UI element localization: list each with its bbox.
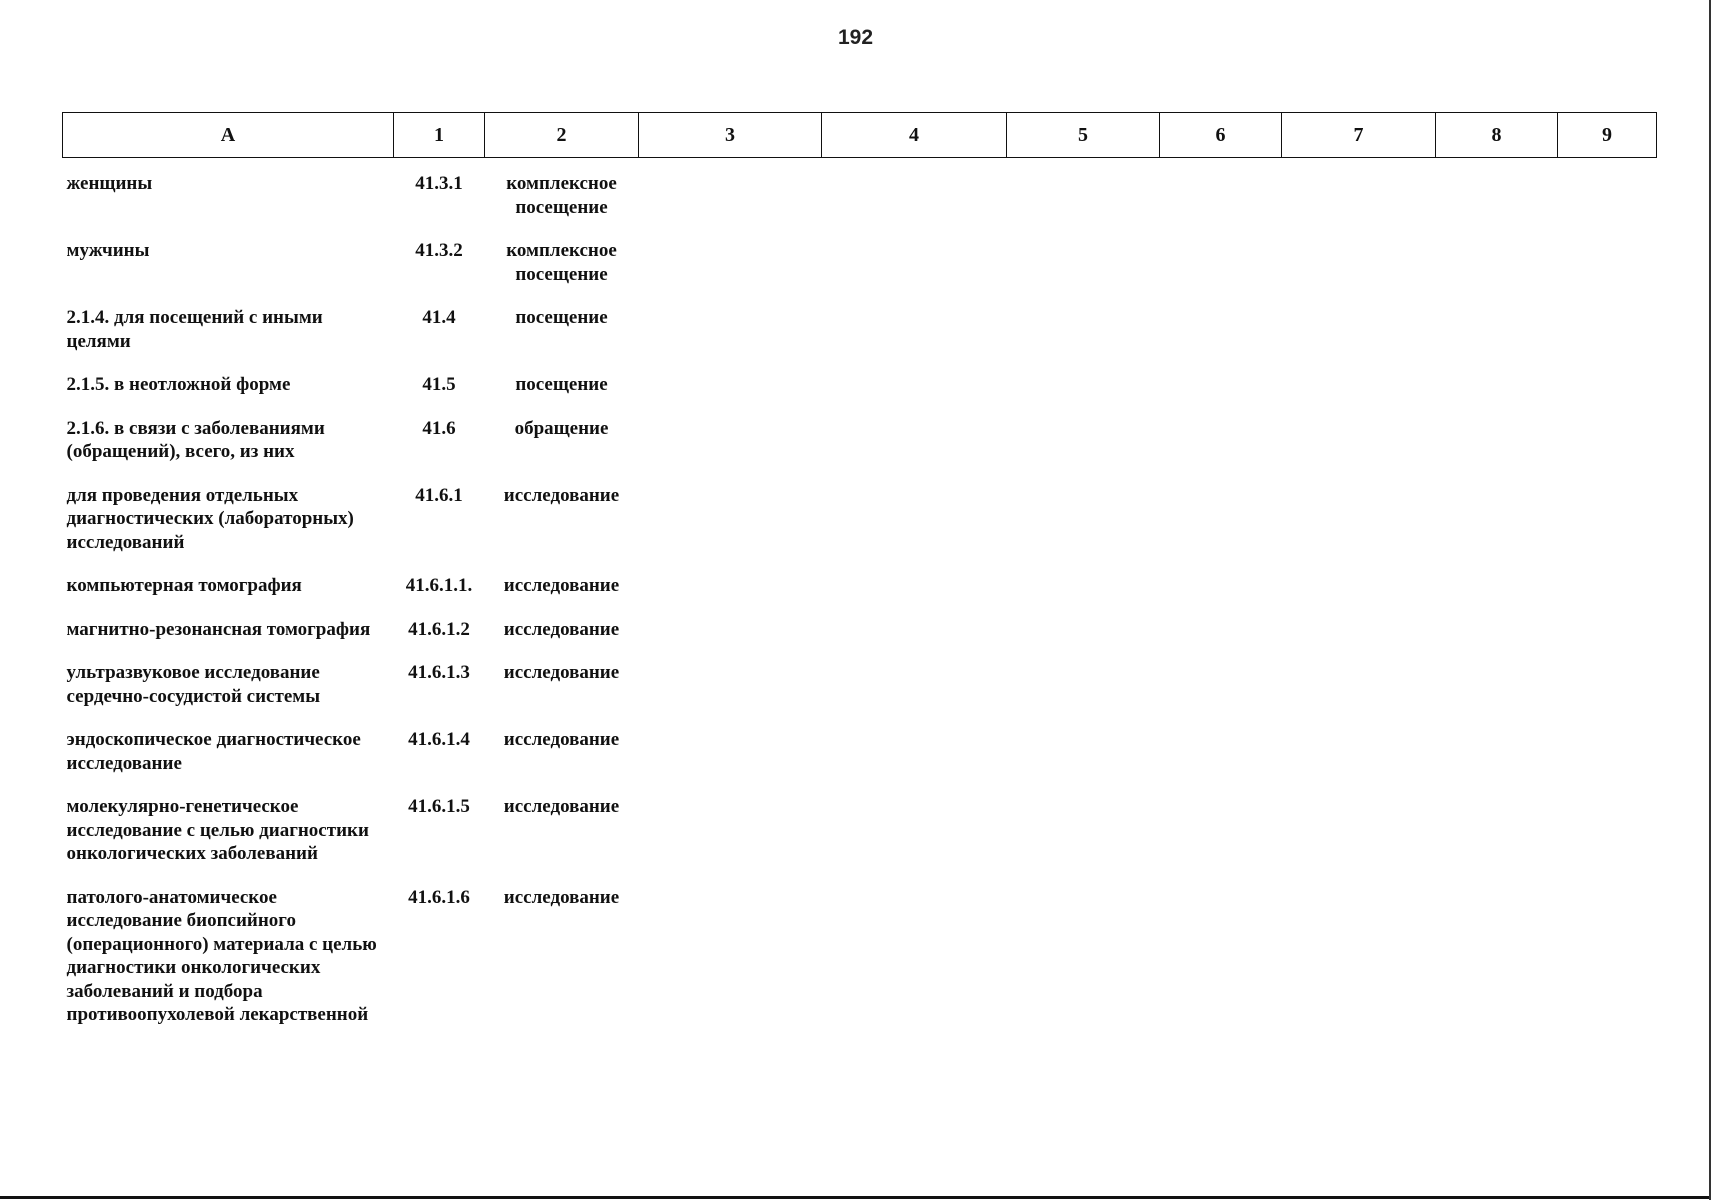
- table-row: [63, 618, 1657, 662]
- row-unit: исследование: [503, 575, 620, 596]
- row-name: для проведения отдельных диагностических (лабораторных) исследований: [66, 484, 354, 553]
- row-code: 41.5: [422, 374, 456, 395]
- header-cell-7: 7: [1282, 113, 1436, 158]
- table-row: [63, 158, 1657, 240]
- header-cell-6: 6: [1160, 113, 1282, 158]
- row-unit: обращение: [514, 417, 609, 439]
- row-code: 41.3.1: [415, 173, 463, 194]
- row-unit: комплексное посещение: [506, 240, 617, 285]
- table-row: [63, 574, 1657, 618]
- row-empty-values: [639, 728, 1657, 795]
- row-empty-values: [639, 373, 1657, 417]
- row-name: мужчины: [66, 240, 150, 261]
- row-code: 41.3.2: [415, 240, 463, 261]
- row-empty-values: [639, 574, 1657, 618]
- row-name: 2.1.4. для посещений с иными целями: [66, 307, 323, 352]
- row-unit: исследование: [503, 796, 620, 817]
- row-name: магнитно-резонансная томография: [66, 618, 371, 640]
- header-cell-3: 3: [639, 113, 822, 158]
- header-cell-1: 1: [394, 113, 485, 158]
- table-row: [63, 661, 1657, 728]
- table-row: [63, 886, 1657, 1047]
- header-cell-8: 8: [1436, 113, 1558, 158]
- row-name: ультразвуковое исследование сердечно-сосудистой системы: [66, 662, 321, 707]
- row-code: 41.6.1.6: [408, 886, 470, 908]
- row-empty-values: [639, 239, 1657, 306]
- row-name: 2.1.5. в неотложной форме: [66, 374, 291, 395]
- row-code: 41.6: [422, 417, 456, 439]
- row-name: молекулярно-генетическое исследование с целью диагностики онкологических заболеваний: [66, 796, 369, 864]
- data-table: [62, 112, 1657, 1047]
- table-header-row: [63, 113, 1657, 158]
- row-code: 41.6.1.2: [408, 618, 470, 640]
- row-name: эндоскопическое диагностическое исследование: [66, 729, 361, 774]
- row-code: 41.4: [422, 307, 456, 328]
- row-name: компьютерная томография: [66, 575, 302, 596]
- row-unit: исследование: [503, 484, 620, 506]
- row-empty-values: [639, 417, 1657, 484]
- row-code: 41.6.1.4: [408, 729, 470, 750]
- row-empty-values: [639, 618, 1657, 662]
- row-unit: исследование: [503, 662, 620, 683]
- row-unit: исследование: [503, 729, 620, 750]
- data-table-container: [62, 112, 1656, 1047]
- row-empty-values: [639, 158, 1657, 240]
- row-code: 41.6.1.5: [408, 796, 470, 817]
- row-empty-values: [639, 886, 1657, 1047]
- row-empty-values: [639, 484, 1657, 575]
- row-name: патолого-анатомическое исследование биопсийного (операционного) материала с целью диагностики онкологических заболеваний и подбора противоопухолевой лекарственной: [66, 886, 377, 1025]
- header-cell-2: 2: [485, 113, 639, 158]
- table-row: [63, 306, 1657, 373]
- row-unit: посещение: [515, 374, 608, 395]
- table-row: [63, 484, 1657, 575]
- row-unit: комплексное посещение: [506, 173, 617, 218]
- table-row: [63, 239, 1657, 306]
- table-row: [63, 373, 1657, 417]
- page-number: 192: [837, 26, 874, 49]
- row-name: женщины: [66, 173, 153, 194]
- row-empty-values: [639, 306, 1657, 373]
- header-cell-a: А: [63, 113, 394, 158]
- header-cell-4: 4: [822, 113, 1007, 158]
- row-unit: исследование: [503, 618, 620, 640]
- header-cell-9: 9: [1558, 113, 1657, 158]
- row-empty-values: [639, 795, 1657, 886]
- row-empty-values: [639, 661, 1657, 728]
- row-code: 41.6.1.3: [408, 662, 470, 683]
- table-row: [63, 795, 1657, 886]
- row-unit: посещение: [515, 307, 608, 328]
- row-code: 41.6.1.1.: [405, 575, 473, 596]
- page-bottom-rule: [0, 1196, 1711, 1199]
- table-row: [63, 728, 1657, 795]
- row-unit: исследование: [503, 886, 620, 908]
- table-row: [63, 417, 1657, 484]
- row-name: 2.1.6. в связи с заболеваниями (обращений), всего, из них: [66, 417, 325, 462]
- header-cell-5: 5: [1007, 113, 1160, 158]
- row-code: 41.6.1: [415, 484, 463, 506]
